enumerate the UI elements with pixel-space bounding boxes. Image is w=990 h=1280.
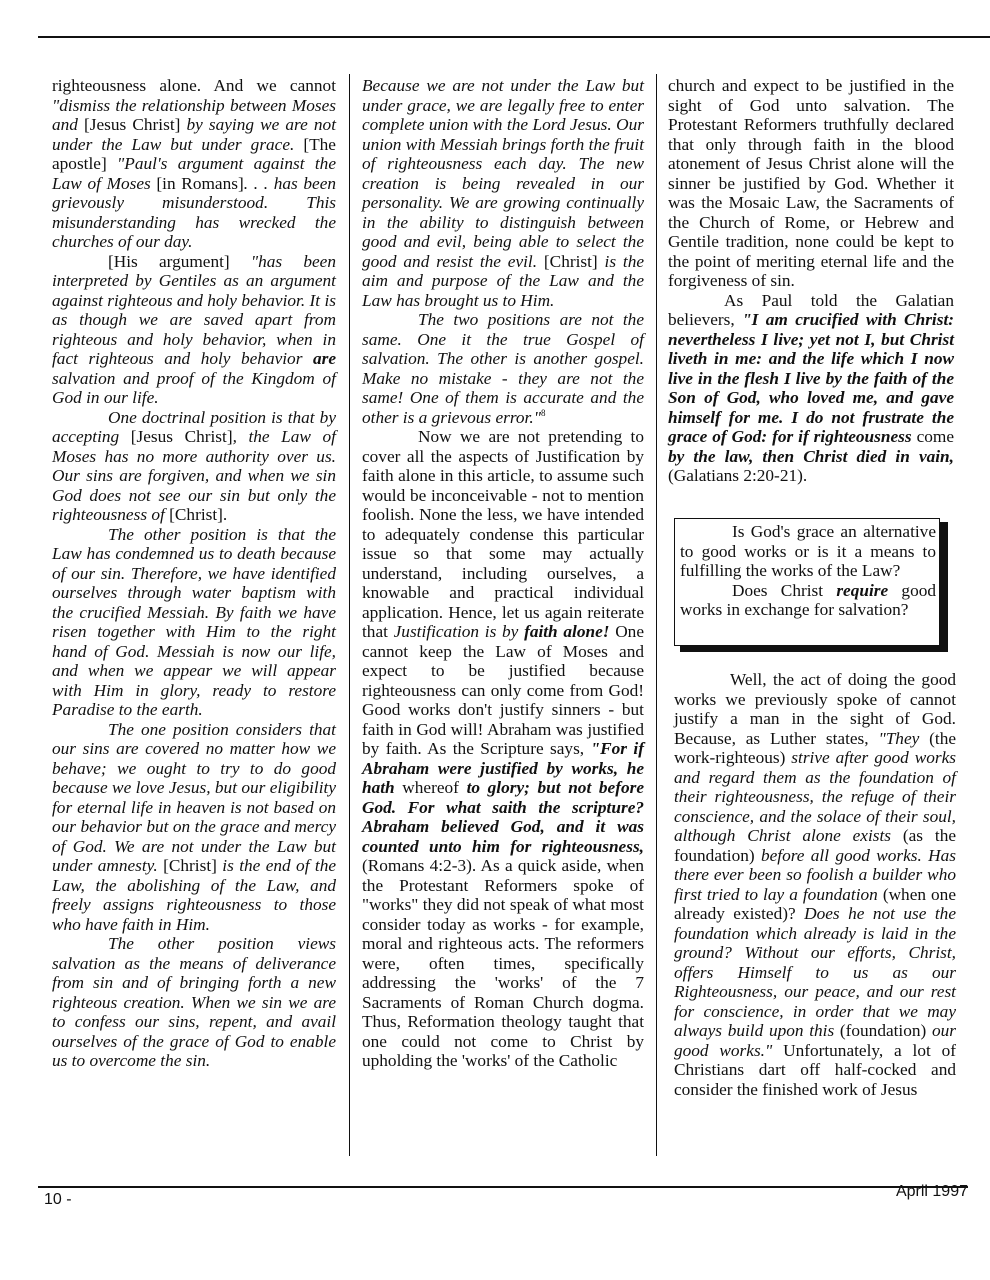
paragraph: Now we are not pretending to cover all the aspects of Justification by faith alone in this article, to assume such would be inconceivable - not to mention foolish. None the less, we have intended to adequately condense this particular issue so that some may actually understand, including ourselves, a knowable and practical individual application. Hence, let us again reiterate that Justification is by faith alone! One cannot keep the Law of Moses and expect to be justified because righteousness can only come from God! Good works don't justify sinners - but faith in God will! Abraham was justified by faith. As the Scripture says, "For if Abraham were justified by works, he hath whereof to glory; but not before God. For what saith the scripture? Abraham believed God, and it was counted unto him for righteousness, (Romans 4:2-3). As a quick aside, when the Protestant Reformers spoke of "works" they did not speak of what most consider today as works - for example, moral and righteous acts. The reformers were, often times, specifically addressing the 'works' of the 7 Sacraments of Roman Church dogma. Thus, Reformation theology taught that one could not come to Christ by upholding the 'works' of the Catholic [362,427,644,1070]
paragraph: As Paul told the Galatian believers, "I am crucified with Christ: nevertheless I live; yet not I, but Christ liveth in me: and the life which I now live in the flesh I live by the faith of the Son of God, who loved me, and gave himself for me. I do not frustrate the grace of God: for if righteousness come by the law, then Christ died in vain, (Galatians 2:20-21). [668,290,955,485]
callout-question: Does Christ require good works in exchange for salvation? [680,580,936,619]
paragraph: Well, the act of doing the good works we previously spoke of cannot justify a man in the sight of God. Because, as Luther states, "They (the work-righteous) strive after good works and regard them as the foundation of their righteousness, the refuge of their conscience, and the solace of their soul, although Christ alone exists (as the foundation) before all good works. Has there ever been so foolish a builder who first tried to lay a foundation (when one already existed)? Does he not use the foundation which already is laid in the ground? Without our efforts, Christ, offers Himself to us as our Righteousness, our peace, and our rest for conscience, in order that we may always build upon this (foundation) our good works." Unfortunately, a lot of Christians dart off half-cocked and consider the finished work of Jesus [674,670,957,1099]
bottom-rule [38,1186,968,1188]
column-divider-1 [349,74,350,1156]
top-rule [38,36,990,38]
paragraph: [His argument] "has been interpreted by Gentiles as an argument against righteous and holy behavior. It is as though we are saved apart from righteous and holy behavior, when in fact righteous and holy behavior are salvation and proof of the Kingdom of God in our life. [52,251,336,407]
column-2 [362,76,644,1071]
column-1 [52,76,336,1071]
column-divider-2 [656,74,657,1156]
callout-questions [680,522,936,620]
paragraph: The one position considers that our sins are covered no matter how we behave; we ought to try to do good because we love Jesus, but our eligibility for eternal life in heaven is not based on our behavior but on the grace and mercy of God. We are not under the Law but under amnesty. [Christ] is the end of the Law, the abolishing of the Law, and freely assigns righteousness to those who have faith in Him. [52,719,337,934]
paragraph: The other position views salvation as the means of deliverance from sin and of bringing forth a new righteous creation. When we sin we are to confess our sins, repent, and avail ourselves of the grace of God to enable us to overcome the sin. [52,934,336,1070]
paragraph: church and expect to be justified in the sight of God unto salvation. The Protestant Reformers truthfully declared that only through faith in the blood atonement of Jesus Christ alone will the sinner be justified by God. Whether it was the Mosaic Law, the Sacraments of the Church of Rome, or Hebrew and Gentile tradition, none could be kept to the point of meriting eternal life and the forgiveness of sin. [668,76,954,290]
paragraph: The two positions are not the same. One it the true Gospel of salvation. The other is another gospel. Make no mistake - they are not the same! One of them is accurate and the other is a grievous error."$^8$ [362,310,644,427]
callout-shadow [940,522,948,652]
paragraph: The other position is that the Law has condemned us to death because of our sin. Therefore, we have identified ourselves through water baptism with the crucified Messiah. By faith we have risen together with Him to the right hand of God. Messiah is now our life, and when we appear we will appear with Him in glory, ready to restore Paradise to the earth. [52,524,336,719]
column-3 [668,76,954,486]
paragraph: righteousness alone. And we cannot "dismiss the relationship between Moses and [Jesus Christ] by saying we are not under the Law but under grace. [The apostle] "Paul's argument against the Law of Moses [in Romans]. . . has been grievously misunderstood. This misunderstanding has wrecked the churches of our day. [52,76,337,251]
page-number: 10 - [44,1191,72,1208]
paragraph: Because we are not under the Law but under grace, we are legally free to enter complete union with the Lord Jesus. Our union with Messiah brings forth the fruit of righteousness each day. The new creation is being revealed in our personality. We are growing continually in the ability to distinguish between good and evil, being able to select the good and resist the evil. [Christ] is the aim and purpose of the Law and the Law has brought us to Him. [362,76,645,310]
callout-shadow [680,645,948,652]
footnote-marker: 8 [540,407,546,418]
callout-question: Is God's grace an alternative to good works or is it a means to fulfilling the works of the Law? [680,522,936,580]
issue-date: April 1997 [895,1183,968,1200]
paragraph: One doctrinal position is that by accepting [Jesus Christ], the Law of Moses has no more authority over us. Our sins are forgiven, and when we sin God does not see our sin but only the righteousness of [Christ]. [52,407,336,524]
column-3-continued [674,670,956,1099]
